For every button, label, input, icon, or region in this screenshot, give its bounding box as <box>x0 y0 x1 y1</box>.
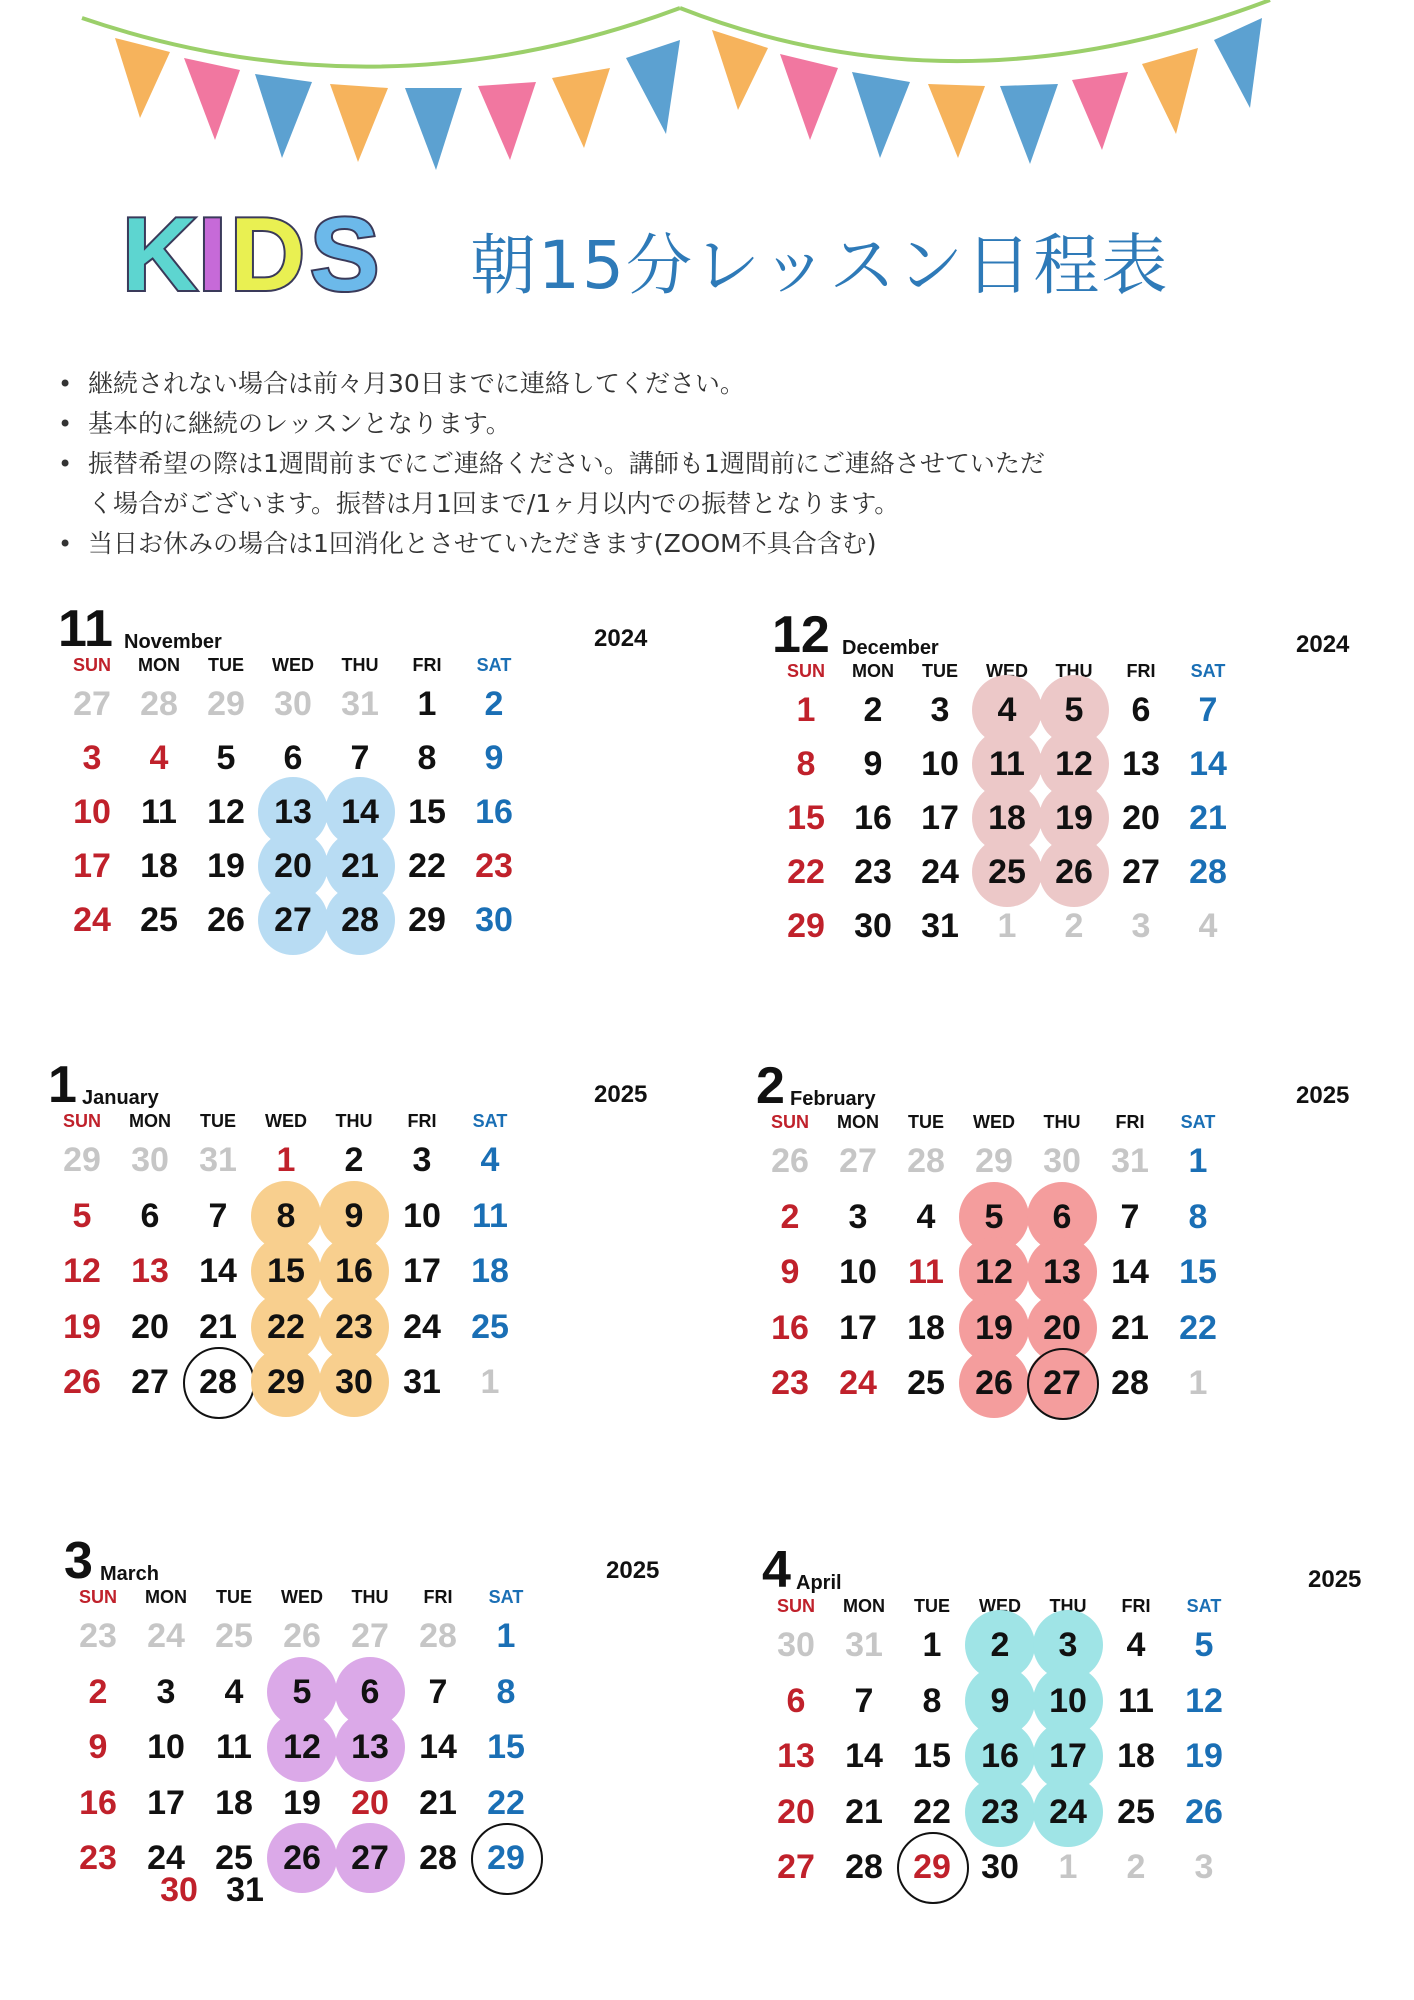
lesson-day: 27 <box>258 885 328 955</box>
calendar-day: 3 <box>848 1197 868 1236</box>
calendar-day: 12 <box>1185 1681 1223 1720</box>
calendar-day: 26 <box>1185 1792 1223 1831</box>
calendar-day: 30 <box>981 1848 1019 1886</box>
page-title: 朝15分レッスン日程表 <box>470 227 1170 304</box>
calendar-day: 3 <box>82 739 102 777</box>
calendar-day: 9 <box>484 739 504 777</box>
calendar-day: 25 <box>140 901 178 939</box>
calendar-day: 29 <box>408 901 446 939</box>
lesson-day: 26 <box>959 1348 1029 1418</box>
calendar-january <box>48 1056 648 1499</box>
weekday-mon: MON <box>852 661 894 681</box>
calendar-day: 24 <box>147 1617 185 1655</box>
calendar-day: 6 <box>1131 691 1151 729</box>
month-year: 2025 <box>1308 1566 1362 1593</box>
weekday-sat: SAT <box>1186 1596 1222 1616</box>
calendar-day: 2 <box>88 1672 108 1711</box>
calendar-day: 2 <box>863 691 883 729</box>
calendar-day: 1 <box>1188 1364 1208 1402</box>
calendar-day: 21 <box>419 1783 457 1822</box>
calendar-day: 15 <box>1179 1253 1217 1291</box>
calendar-day: 3 <box>412 1141 432 1179</box>
calendar-day: 12 <box>63 1252 101 1290</box>
lesson-day: 22 <box>251 1292 321 1362</box>
lesson-day: 4 <box>972 675 1042 745</box>
calendar-day: 14 <box>845 1737 883 1775</box>
calendar-day: 19 <box>63 1307 101 1346</box>
calendar-day: 24 <box>73 901 111 939</box>
month-number: 11 <box>58 600 113 658</box>
calendar-day: 10 <box>921 745 959 783</box>
calendar-day: 26 <box>771 1142 809 1180</box>
calendar-day: 28 <box>419 1839 457 1877</box>
calendar-day: 11 <box>472 1196 508 1235</box>
weekday-thu: THU <box>351 1587 389 1607</box>
calendar-day: 1 <box>1188 1142 1208 1180</box>
calendar-day: 28 <box>907 1142 945 1180</box>
calendar-day: 31 <box>199 1141 237 1179</box>
calendar-day: 25 <box>215 1839 253 1877</box>
calendar-day: 25 <box>1117 1792 1155 1831</box>
calendar-day: 7 <box>1120 1197 1140 1236</box>
kids-logo <box>118 190 398 310</box>
lesson-day: 9 <box>965 1666 1035 1736</box>
calendar-day: 29 <box>207 685 245 723</box>
calendar-day: 20 <box>351 1783 389 1822</box>
weekday-tue: TUE <box>908 1112 944 1132</box>
calendar-day: 7 <box>428 1672 448 1711</box>
calendar-day: 31 <box>921 907 959 945</box>
lesson-day: 2 <box>965 1610 1035 1680</box>
weekday-tue: TUE <box>200 1111 236 1131</box>
weekday-fri: FRI <box>412 655 442 675</box>
calendar-day: 1 <box>922 1626 942 1664</box>
calendar-day: 2 <box>1126 1848 1146 1886</box>
calendar-day: 5 <box>1194 1626 1214 1664</box>
calendar-day: 2 <box>484 685 504 723</box>
lesson-day: 21 <box>325 831 395 901</box>
month-year: 2024 <box>594 625 648 652</box>
weekday-fri: FRI <box>1121 1596 1151 1616</box>
lesson-day: 17 <box>1033 1721 1103 1791</box>
calendar-day: 15 <box>487 1728 525 1766</box>
calendar-day: 25 <box>471 1307 509 1346</box>
calendar-day: 22 <box>487 1783 525 1822</box>
calendar-day: 24 <box>921 853 959 891</box>
calendar-day: 30 <box>274 685 312 723</box>
lesson-day: 27 <box>335 1823 405 1893</box>
calendar-day: 31 <box>845 1626 883 1664</box>
weekday-mon: MON <box>837 1112 879 1132</box>
lesson-day: 30 <box>319 1347 389 1417</box>
calendar-day: 1 <box>276 1141 296 1179</box>
weekday-sun: SUN <box>72 655 111 675</box>
lesson-day: 20 <box>258 831 328 901</box>
calendar-day: 22 <box>787 853 825 891</box>
month-year: 2024 <box>1296 631 1350 658</box>
month-year: 2025 <box>606 1557 660 1584</box>
calendar-day: 3 <box>930 691 950 729</box>
calendar-day-overflow: 31 <box>226 1870 264 1909</box>
calendar-day: 21 <box>1111 1308 1149 1347</box>
weekday-fri: FRI <box>1126 661 1156 681</box>
note-item: • 基本的に継続のレッスンとなります。 <box>52 404 1352 444</box>
month-name: January <box>82 1087 159 1109</box>
calendar-day: 19 <box>1185 1737 1223 1775</box>
lesson-day: 15 <box>251 1236 321 1306</box>
calendar-day: 14 <box>199 1252 237 1290</box>
calendar-day: 29 <box>975 1142 1013 1180</box>
calendar-day: 23 <box>475 847 513 885</box>
calendar-day: 1 <box>997 907 1017 945</box>
month-number: 3 <box>64 1532 93 1590</box>
pennants-right <box>712 18 1262 164</box>
calendar-day: 9 <box>88 1728 108 1766</box>
calendar-day: 31 <box>341 685 379 723</box>
calendar-day: 8 <box>796 745 816 783</box>
calendar-day: 31 <box>1111 1142 1149 1180</box>
calendar-day: 27 <box>131 1363 169 1401</box>
calendar-day: 4 <box>1126 1626 1146 1664</box>
calendar-day: 5 <box>216 739 236 777</box>
month-name: February <box>790 1088 876 1110</box>
calendar-day: 30 <box>131 1141 169 1179</box>
month-year: 2025 <box>1296 1082 1350 1109</box>
lesson-day: 8 <box>251 1181 321 1251</box>
lesson-day: 23 <box>319 1292 389 1362</box>
weekday-mon: MON <box>129 1111 171 1131</box>
calendar-day: 3 <box>1194 1848 1214 1886</box>
weekday-thu: THU <box>1049 1596 1087 1616</box>
calendar-february <box>756 1057 1356 1500</box>
calendar-day: 15 <box>408 793 446 831</box>
calendar-day: 23 <box>79 1839 117 1877</box>
weekday-mon: MON <box>138 655 180 675</box>
calendar-day: 28 <box>183 1347 253 1417</box>
weekday-tue: TUE <box>216 1587 252 1607</box>
calendar-day: 7 <box>208 1196 228 1235</box>
calendar-day: 21 <box>1189 799 1227 837</box>
calendar-day: 20 <box>1122 799 1160 837</box>
calendar-day: 1 <box>496 1617 516 1655</box>
calendar-day: 19 <box>283 1783 321 1822</box>
calendar-day: 17 <box>73 847 111 885</box>
calendar-day: 18 <box>215 1783 253 1822</box>
calendar-day: 8 <box>496 1672 516 1711</box>
calendar-day: 4 <box>480 1141 500 1179</box>
weekday-wed: WED <box>265 1111 307 1131</box>
calendar-day: 11 <box>141 793 177 831</box>
calendar-day: 10 <box>839 1253 877 1291</box>
calendar-day: 6 <box>283 739 303 777</box>
weekday-sun: SUN <box>62 1111 101 1131</box>
lesson-day: 19 <box>959 1293 1029 1363</box>
calendar-day: 31 <box>403 1363 441 1401</box>
calendar-day: 25 <box>907 1364 945 1402</box>
lesson-day: 26 <box>1039 837 1109 907</box>
calendar-day: 29 <box>787 907 825 945</box>
note-item: • 振替希望の際は1週間前までにご連絡ください。講師も1週間前にご連絡させていただく場合がございます。振替は月1回まで/1ヶ月以内での振替となります。 <box>52 444 1352 524</box>
calendar-day: 17 <box>403 1252 441 1290</box>
calendar-day: 27 <box>73 685 111 723</box>
lesson-day: 12 <box>267 1712 337 1782</box>
calendar-day: 21 <box>199 1307 237 1346</box>
calendar-day: 17 <box>839 1308 877 1347</box>
calendar-day: 13 <box>1122 745 1160 783</box>
calendar-day: 6 <box>140 1196 160 1235</box>
note-item: • 当日お休みの場合は1回消化とさせていただきます(ZOOM不具合含む) <box>52 524 1352 564</box>
weekday-fri: FRI <box>1115 1112 1145 1132</box>
calendar-day: 13 <box>131 1252 169 1290</box>
lesson-day: 16 <box>319 1236 389 1306</box>
calendar-day: 16 <box>771 1308 809 1347</box>
weekday-fri: FRI <box>423 1587 453 1607</box>
calendar-day: 22 <box>1179 1308 1217 1347</box>
calendar-day: 22 <box>913 1792 951 1831</box>
calendar-day: 16 <box>79 1783 117 1822</box>
calendar-day: 17 <box>147 1783 185 1822</box>
calendar-day: 18 <box>140 847 178 885</box>
svg-text:I: I <box>198 197 227 310</box>
weekday-sat: SAT <box>1190 661 1226 681</box>
lesson-day: 9 <box>319 1181 389 1251</box>
calendar-day: 30 <box>1043 1142 1081 1180</box>
calendar-day: 1 <box>1058 1848 1078 1886</box>
lesson-day: 13 <box>1027 1237 1097 1307</box>
note-item: • 継続されない場合は前々月30日までに連絡してください。 <box>52 364 1352 404</box>
calendar-day: 7 <box>350 739 370 777</box>
weekday-fri: FRI <box>407 1111 437 1131</box>
calendar-day: 27 <box>351 1617 389 1655</box>
calendar-day: 30 <box>854 907 892 945</box>
calendar-day: 27 <box>777 1848 815 1886</box>
lesson-day: 18 <box>972 783 1042 853</box>
calendar-day: 11 <box>216 1728 252 1766</box>
lesson-day: 5 <box>1039 675 1109 745</box>
calendar-day: 26 <box>283 1617 321 1655</box>
calendar-day: 23 <box>854 853 892 891</box>
weekday-thu: THU <box>1055 661 1093 681</box>
calendar-day: 23 <box>771 1364 809 1402</box>
weekday-sun: SUN <box>78 1587 117 1607</box>
calendar-day: 4 <box>224 1672 244 1711</box>
calendar-day: 14 <box>419 1728 457 1766</box>
lesson-day: 11 <box>972 729 1042 799</box>
lesson-day: 3 <box>1033 1610 1103 1680</box>
calendar-day: 24 <box>839 1364 877 1402</box>
calendar-day: 4 <box>1198 907 1218 945</box>
month-number: 4 <box>762 1541 791 1599</box>
calendar-day: 22 <box>408 847 446 885</box>
lesson-day: 19 <box>1039 783 1109 853</box>
month-number: 1 <box>48 1056 77 1114</box>
weekday-thu: THU <box>341 655 379 675</box>
calendar-day: 28 <box>845 1848 883 1886</box>
lesson-day: 23 <box>965 1777 1035 1847</box>
calendar-day: 1 <box>417 685 437 723</box>
calendar-day: 29 <box>897 1832 967 1902</box>
calendar-day: 28 <box>1189 853 1227 891</box>
month-name: November <box>124 631 222 653</box>
weekday-sun: SUN <box>770 1112 809 1132</box>
weekday-sat: SAT <box>476 655 512 675</box>
calendar-day: 14 <box>1111 1253 1149 1291</box>
lesson-day: 13 <box>335 1712 405 1782</box>
calendar-day: 26 <box>63 1363 101 1401</box>
lesson-day: 20 <box>1027 1293 1097 1363</box>
calendar-day: 8 <box>1188 1197 1208 1236</box>
calendar-day: 2 <box>780 1197 800 1236</box>
lesson-day: 28 <box>325 885 395 955</box>
lesson-day: 14 <box>325 777 395 847</box>
calendar-day: 16 <box>854 799 892 837</box>
calendar-day: 27 <box>839 1142 877 1180</box>
weekday-wed: WED <box>979 1596 1021 1616</box>
lesson-day: 24 <box>1033 1777 1103 1847</box>
calendar-day: 9 <box>863 745 883 783</box>
calendar-day: 30 <box>475 901 513 939</box>
lesson-day: 5 <box>959 1182 1029 1252</box>
weekday-sat: SAT <box>472 1111 508 1131</box>
calendar-day: 10 <box>147 1728 185 1766</box>
lesson-day: 29 <box>251 1347 321 1417</box>
calendar-day: 28 <box>140 685 178 723</box>
calendar-day: 10 <box>403 1196 441 1235</box>
calendar-day: 7 <box>854 1681 874 1720</box>
calendar-day: 18 <box>1117 1737 1155 1775</box>
month-name: March <box>100 1563 159 1585</box>
calendar-day: 2 <box>344 1141 364 1179</box>
weekday-wed: WED <box>986 661 1028 681</box>
weekday-sat: SAT <box>488 1587 524 1607</box>
lesson-day: 12 <box>1039 729 1109 799</box>
lesson-day: 26 <box>267 1823 337 1893</box>
calendar-day: 4 <box>916 1197 936 1236</box>
calendar-day: 28 <box>419 1617 457 1655</box>
calendar-april <box>762 1541 1362 1984</box>
calendar-day: 14 <box>1189 745 1227 783</box>
weekday-sat: SAT <box>1180 1112 1216 1132</box>
calendar-day: 20 <box>777 1792 815 1831</box>
weekday-thu: THU <box>335 1111 373 1131</box>
calendar-day: 29 <box>63 1141 101 1179</box>
calendar-day: 1 <box>796 691 816 729</box>
calendar-november <box>58 600 658 1043</box>
lesson-day: 6 <box>1027 1182 1097 1252</box>
lesson-day: 12 <box>959 1237 1029 1307</box>
month-year: 2025 <box>594 1081 648 1108</box>
calendar-day: 5 <box>72 1196 92 1235</box>
pennants-left <box>115 38 680 170</box>
calendar-december <box>772 606 1372 1049</box>
calendar-day: 27 <box>1122 853 1160 891</box>
calendar-day: 13 <box>777 1737 815 1775</box>
lesson-day: 10 <box>1033 1666 1103 1736</box>
calendar-day: 28 <box>1111 1364 1149 1402</box>
calendar-day: 1 <box>480 1363 500 1401</box>
calendar-day: 25 <box>215 1617 253 1655</box>
svg-text:S: S <box>310 197 380 310</box>
calendar-day: 11 <box>908 1253 944 1291</box>
calendar-day: 30 <box>777 1626 815 1664</box>
calendar-day: 3 <box>1131 907 1151 945</box>
month-name: December <box>842 637 939 659</box>
weekday-sun: SUN <box>776 1596 815 1616</box>
calendar-day: 10 <box>73 793 111 831</box>
bunting-decoration <box>0 0 1414 200</box>
calendar-day: 21 <box>845 1792 883 1831</box>
weekday-mon: MON <box>843 1596 885 1616</box>
calendar-day: 24 <box>403 1307 441 1346</box>
lesson-day: 13 <box>258 777 328 847</box>
calendar-day: 9 <box>780 1253 800 1291</box>
svg-text:D: D <box>230 197 306 310</box>
month-number: 12 <box>772 606 830 664</box>
weekday-sun: SUN <box>786 661 825 681</box>
month-number: 2 <box>756 1057 785 1115</box>
calendar-day: 8 <box>922 1681 942 1720</box>
weekday-wed: WED <box>272 655 314 675</box>
calendar-day: 19 <box>207 847 245 885</box>
calendar-day: 2 <box>1064 907 1084 945</box>
weekday-tue: TUE <box>208 655 244 675</box>
calendar-march <box>64 1532 664 1975</box>
calendar-day: 18 <box>907 1308 945 1347</box>
weekday-tue: TUE <box>914 1596 950 1616</box>
calendar-day: 3 <box>156 1672 176 1711</box>
lesson-day: 5 <box>267 1657 337 1727</box>
calendar-day: 15 <box>913 1737 951 1775</box>
calendar-day: 11 <box>1118 1681 1154 1720</box>
calendar-day: 20 <box>131 1307 169 1346</box>
weekday-mon: MON <box>145 1587 187 1607</box>
calendar-day: 15 <box>787 799 825 837</box>
calendar-day: 23 <box>79 1617 117 1655</box>
calendar-day: 24 <box>147 1839 185 1877</box>
calendar-day: 6 <box>786 1681 806 1720</box>
calendar-day: 12 <box>207 793 245 831</box>
lesson-day: 27 <box>1027 1348 1097 1418</box>
weekday-tue: TUE <box>922 661 958 681</box>
calendar-day-overflow: 30 <box>160 1870 198 1909</box>
calendar-day: 29 <box>471 1823 541 1893</box>
svg-text:K: K <box>122 197 198 310</box>
calendar-day: 18 <box>471 1252 509 1290</box>
lesson-day: 6 <box>335 1657 405 1727</box>
calendar-day: 16 <box>475 793 513 831</box>
weekday-thu: THU <box>1043 1112 1081 1132</box>
calendar-day: 17 <box>921 799 959 837</box>
notes-list <box>52 364 1352 564</box>
calendar-day: 7 <box>1198 691 1218 729</box>
calendar-day: 26 <box>207 901 245 939</box>
weekday-wed: WED <box>281 1587 323 1607</box>
weekday-wed: WED <box>973 1112 1015 1132</box>
lesson-day: 25 <box>972 837 1042 907</box>
calendar-day: 4 <box>149 739 169 777</box>
calendar-day: 8 <box>417 739 437 777</box>
lesson-day: 16 <box>965 1721 1035 1791</box>
month-name: April <box>796 1572 842 1594</box>
